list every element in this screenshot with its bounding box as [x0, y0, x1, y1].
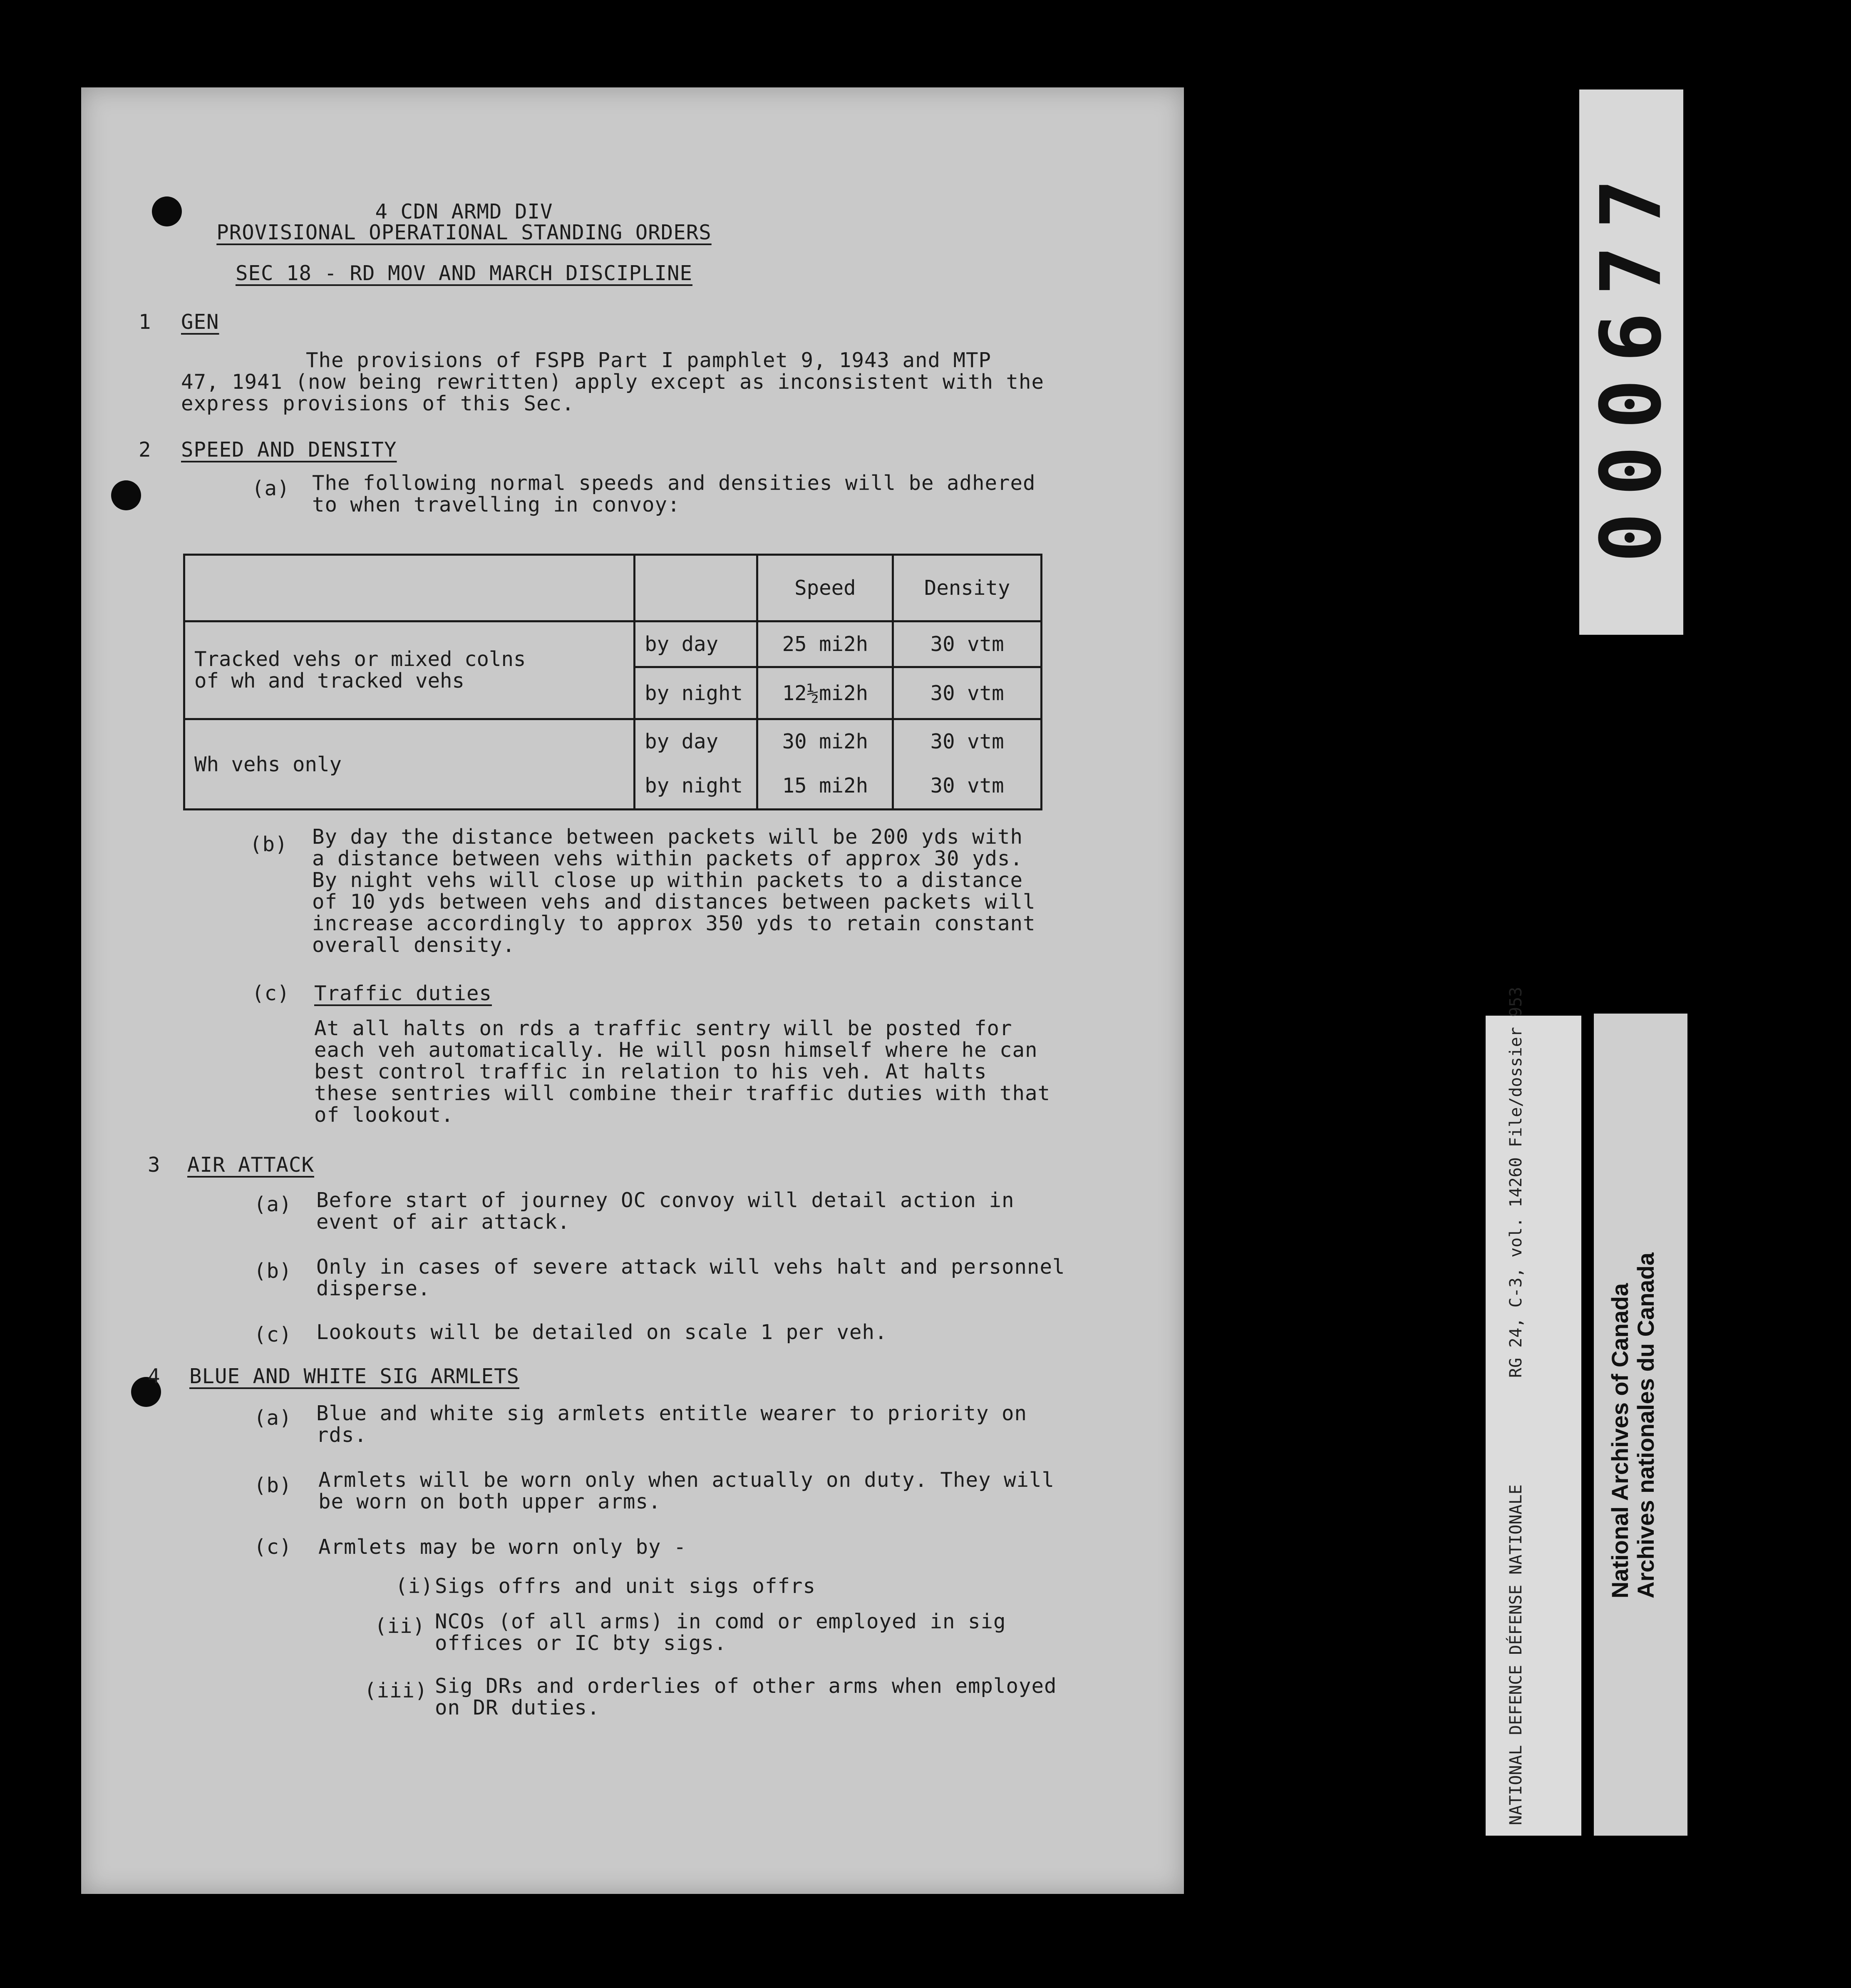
- document-page: [81, 87, 1184, 1894]
- sec4-b-label: (b): [254, 1474, 292, 1497]
- sec1-title: GEN: [181, 310, 219, 334]
- row-tracked-label: Tracked vehs or mixed colns of wh and tracked vehs: [184, 621, 635, 719]
- sec3-b-text: Only in cases of severe attack will vehs halt and personnel disperse.: [316, 1255, 1065, 1300]
- header-speed: Speed: [757, 555, 893, 621]
- row-wheeled-night: by night: [635, 763, 757, 810]
- row-tracked-night-density: 30 vtm: [893, 667, 1042, 719]
- sec4-c-label: (c): [254, 1535, 292, 1559]
- sec3-number: 3: [148, 1153, 161, 1177]
- department-name: NATIONAL DEFENCE DÉFENSE NATIONALE: [1506, 1484, 1526, 1825]
- row-wheeled-day-density: 30 vtm: [893, 719, 1042, 763]
- row-wheeled-night-speed: 15 mi2h: [757, 763, 893, 810]
- row-wheeled-label: Wh vehs only: [184, 719, 635, 810]
- row-wheeled-day-speed: 30 mi2h: [757, 719, 893, 763]
- national-archives-label: [1594, 1014, 1687, 1836]
- sec2-a-text: The following normal speeds and densities will be adhered to when travelling in convoy:: [312, 471, 1036, 517]
- sec4-iii-text: Sig DRs and orderlies of other arms when employed on DR duties.: [435, 1674, 1057, 1720]
- sec1-number: 1: [139, 310, 151, 334]
- sec1-text: The provisions of FSPB Part I pamphlet 9, 1943 and MTP 47, 1941 (now being rewritten) apply except as inconsistent with the express provisions of this Sec.: [181, 348, 1045, 415]
- sec4-i-label: (i): [395, 1574, 434, 1598]
- speed-density-table: [183, 554, 1042, 810]
- sec4-iii-label: (iii): [364, 1679, 428, 1702]
- sec4-number: 4: [148, 1364, 161, 1388]
- division-heading: 4 CDN ARMD DIV: [375, 200, 553, 224]
- archive-name-en: National Archives of Canada: [1607, 1283, 1633, 1598]
- sec3-b-label: (b): [254, 1259, 292, 1283]
- sec3-c-label: (c): [254, 1323, 292, 1347]
- sec3-title: AIR ATTACK: [187, 1153, 315, 1177]
- sec2-b-text: By day the distance between packets will be 200 yds with a distance between vehs within packets of approx 30 yds. By night vehs will close up within packets to a distance of 10 yds between vehs and distances between packets will increase accordingly to approx 350 yds to retain constant overall density.: [312, 825, 1036, 957]
- frame-number-stamp: [1579, 89, 1683, 635]
- sec4-c-text: Armlets may be worn only by -: [318, 1535, 687, 1559]
- sec4-b-text: Armlets will be worn only when actually on duty. They will be worn on both upper arms.: [318, 1468, 1055, 1513]
- row-tracked-day-density: 30 vtm: [893, 621, 1042, 667]
- sec3-a-text: Before start of journey OC convoy will detail action in event of air attack.: [316, 1188, 1015, 1234]
- section-title: SEC 18 - RD MOV AND MARCH DISCIPLINE: [235, 261, 693, 285]
- row-tracked-day: by day: [635, 621, 757, 667]
- document-title: PROVISIONAL OPERATIONAL STANDING ORDERS: [216, 221, 712, 244]
- sec2-c-label: (c): [252, 982, 290, 1005]
- sec3-c-text: Lookouts will be detailed on scale 1 per veh.: [316, 1320, 888, 1344]
- sec4-ii-text: NCOs (of all arms) in comd or employed in sig offices or IC bty sigs.: [435, 1610, 1006, 1655]
- row-wheeled-night-density: 30 vtm: [893, 763, 1042, 810]
- sec4-ii-label: (ii): [375, 1614, 426, 1638]
- sec3-a-label: (a): [254, 1193, 292, 1216]
- header-density: Density: [893, 555, 1042, 621]
- sec2-b-label: (b): [250, 832, 288, 856]
- archive-reference-label: [1486, 987, 1581, 1836]
- sec2-title: SPEED AND DENSITY: [181, 438, 397, 462]
- sec2-c-text: At all halts on rds a traffic sentry will be posted for each veh automatically. He will posn himself where he can best control traffic in relation to his veh. At halts these sentries will combine their traffic duties with that of lookout.: [314, 1016, 1051, 1127]
- archive-reference: RG 24, C-3, vol. 14260 File/dossier 953: [1506, 987, 1526, 1378]
- sec2-number: 2: [139, 438, 151, 462]
- archive-name-fr: Archives nationales du Canada: [1633, 1252, 1659, 1598]
- row-tracked-night-speed: 12½mi2h: [757, 667, 893, 719]
- sec2-a-label: (a): [252, 477, 290, 500]
- sec4-a-text: Blue and white sig armlets entitle wearer to priority on rds.: [316, 1402, 1027, 1447]
- punch-hole-middle: [111, 480, 141, 510]
- sec4-i-text: Sigs offrs and unit sigs offrs: [435, 1574, 816, 1598]
- sec4-title: BLUE AND WHITE SIG ARMLETS: [189, 1364, 520, 1388]
- row-tracked-night: by night: [635, 667, 757, 719]
- sec4-a-label: (a): [254, 1406, 292, 1430]
- sec2-c-title: Traffic duties: [314, 982, 492, 1005]
- row-tracked-day-speed: 25 mi2h: [757, 621, 893, 667]
- row-wheeled-day: by day: [635, 719, 757, 763]
- frame-number: 000677: [1583, 162, 1680, 563]
